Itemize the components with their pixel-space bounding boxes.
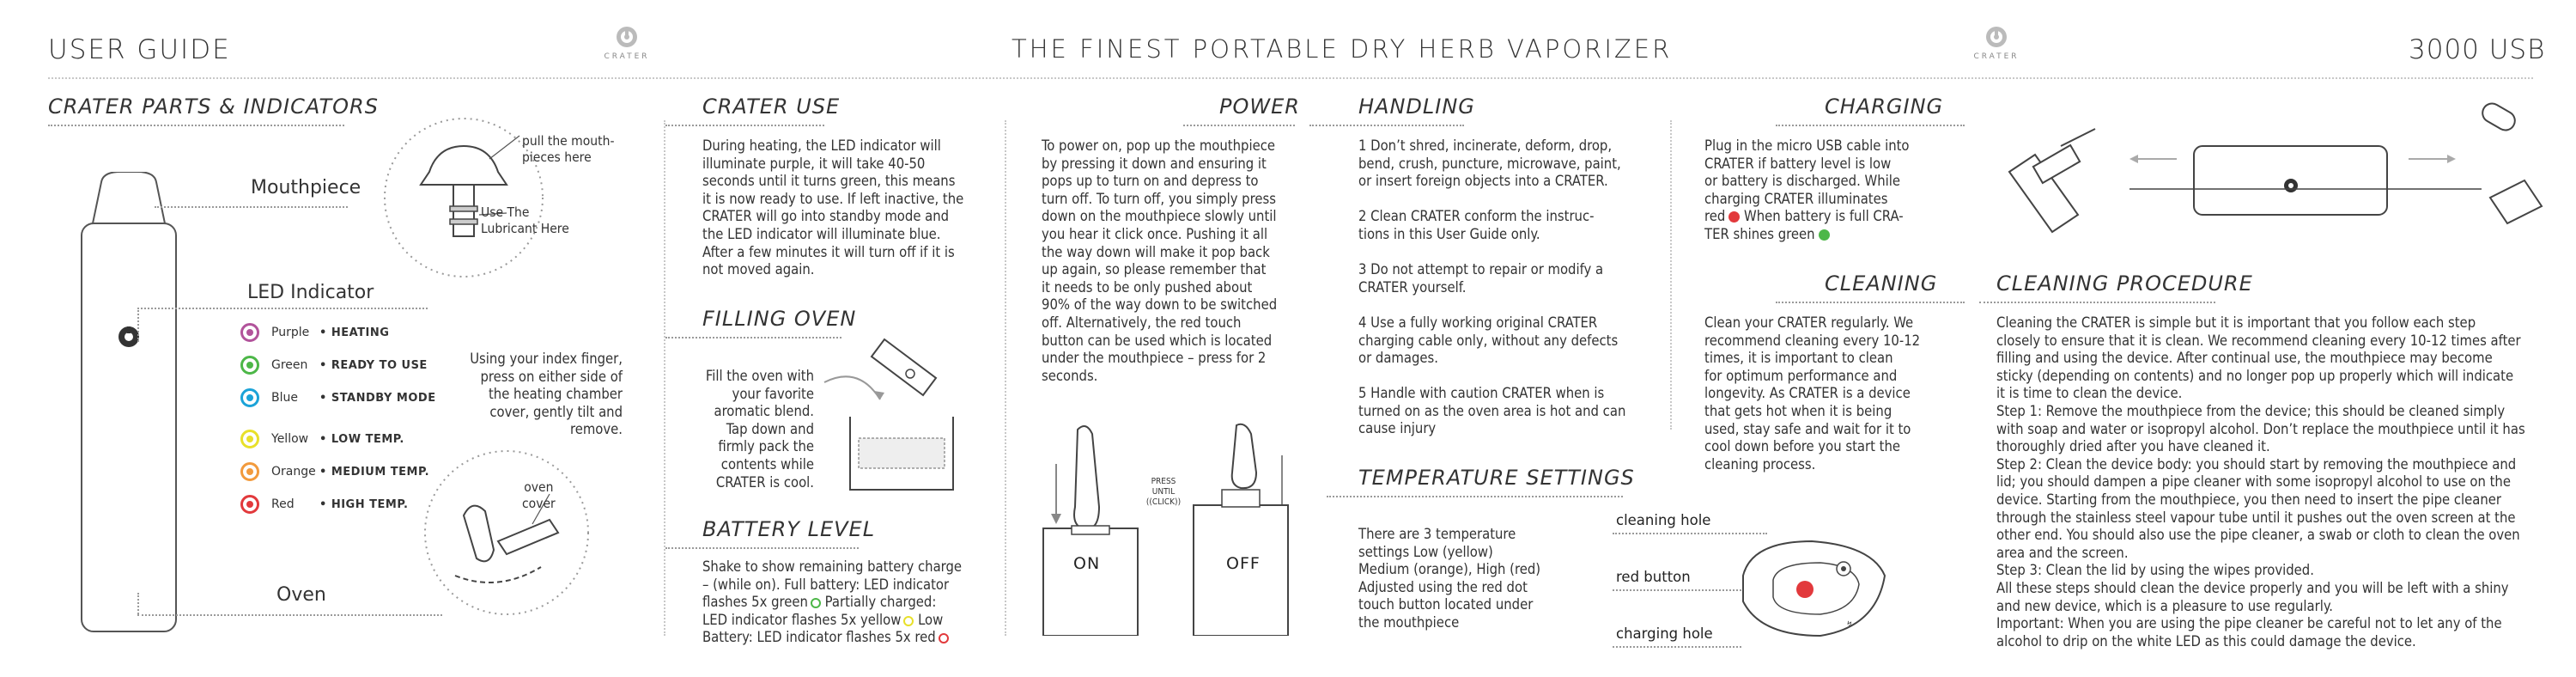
charging-title: CHARGING (1825, 95, 1944, 119)
power-text: To power on, pop up the mouthpiece by pressing it down and ensuring it pops up to turn on and depress to turn off. To turn off, you simply press down on the mouthpiece slowly until you hear it click once. Pushing it all the way down will make it pop back up again, so please remember that it needs to be only pushed about 90% of the way down to be switched off. Alternatively, the red touch button can be used which is located under the mouthpiece – press for 2 seconds. (1042, 137, 1278, 384)
led-color-name: Purple (271, 326, 310, 339)
cleaning-procedure-title: CLEANING PROCEDURE (1996, 271, 2253, 296)
oven-cover-illustration (404, 447, 610, 619)
led-status: • HIGH TEMP. (319, 497, 409, 511)
battery-level-title: BATTERY LEVEL (702, 517, 876, 541)
header-center-title: THE FINEST PORTABLE DRY HERB VAPORIZER (1012, 34, 1673, 64)
svg-text:↯: ↯ (1846, 620, 1854, 630)
parts-section-title: CRATER PARTS & INDICATORS (48, 95, 379, 119)
led-status: • LOW TEMP. (319, 432, 404, 446)
led-color-name: Orange (271, 465, 316, 479)
power-off-label: OFF (1226, 554, 1261, 573)
led-status: • MEDIUM TEMP. (319, 465, 430, 479)
oven-leader (137, 614, 442, 616)
oven-cover-label: oven cover (522, 479, 556, 511)
led-color-icon (240, 495, 259, 514)
header-left-title: USER GUIDE (48, 34, 231, 65)
battery-line-3a: flashes 5x green (702, 594, 808, 611)
led-color-icon (240, 323, 259, 342)
power-on-label: ON (1073, 554, 1101, 573)
charging-line-3: or battery is discharged. While (1704, 173, 1901, 190)
battery-level-text (702, 558, 962, 647)
pull-mouthpiece-note: pull the mouth- pieces here (522, 133, 615, 165)
lubricant-note: Use The Lubricant Here (481, 204, 569, 236)
crater-logo-icon (614, 24, 640, 50)
battery-line-4a: LED indicator flashes 5x yellow (702, 611, 902, 628)
led-row-1 (240, 352, 428, 378)
led-row-0 (240, 320, 389, 345)
cleaning-underline (1776, 302, 1965, 303)
led-color-name: Green (271, 358, 308, 372)
crater-use-text: During heating, the LED indicator will illuminate purple, it will take 40-50 seconds until it turns green, this means it is now ready to use. If left inactive, the CRATER will go into standby mode and the LED indicator will illuminate blue. After a few minutes it will turn off if it is not moved again. (702, 137, 964, 278)
handling-title: HANDLING (1358, 95, 1475, 119)
red-dot-icon (939, 633, 949, 643)
charging-line-6 (1704, 226, 1910, 244)
battery-line-5a: Battery: LED indicator flashes 5x red (702, 629, 936, 646)
crater-logo-left (592, 24, 661, 61)
yellow-dot-icon (903, 616, 914, 626)
charging-line-4: charging CRATER illuminates (1704, 190, 1888, 207)
led-color-icon (240, 430, 259, 448)
cleaning-hole-label: cleaning hole (1616, 512, 1711, 528)
cleaning-text: Clean your CRATER regularly. We recommend cleaning every 10-12 times, it is important to clean for optimum performance and longevity. As CRATER is a device that gets hot when it is being used, stay safe and wait for it to cool down before you start the cleaning process. (1704, 314, 1921, 473)
header-right-title: 3000 USB (2409, 34, 2546, 65)
red-dot-icon (1728, 211, 1740, 223)
charging-line-5 (1704, 208, 1910, 226)
power-off-illustration (1189, 421, 1301, 636)
cleaning-procedure-text: Cleaning the CRATER is simple but it is important that you follow each step closely to ensure that it is clean. We recommend cleaning every 10-12 times after filling and using the device. After continual use, the mouthpiece may become sticky (depending on contents) and no longer pop up properly which will indicate it is time to clean the device. Step 1: Remove the mouthpiece from the device; this should be cleaned simply with soap and water or isopropyl alcohol. Don’t replace the mouthpiece until it has thoroughly dried after you have cleaned it. Step 2: Clean the device body: you should start by removing the mouthpiece and lid; you should dampen a pipe cleaner with some isopropyl alcohol to use on the device. Starting from the mouthpiece, you then need to insert the pipe cleaner through the stainless steel vapour tube until it pushes out the oven screen at the other end. You should also use the pipe cleaner, a swab or cloth to clean the oven area and the screen. Step 3: Clean the lid by using the wipes provided. All these steps should clean the device properly and you will be left with a shiny and new device, which is a pleasure to use regularly. Important: When you are using the pipe cleaner be careful not to let any of the alcohol to drip on the white LED as this could damage the device. (1996, 314, 2525, 650)
column-divider-2 (1005, 120, 1006, 636)
device-top-illustration (1726, 524, 1898, 653)
column-divider-1 (664, 120, 665, 636)
mouthpiece-label: Mouthpiece (251, 177, 361, 198)
battery-line-1: Shake to show remaining battery charge (702, 558, 963, 575)
oven-label: Oven (276, 584, 326, 606)
cleaning-parts-illustration (2001, 95, 2550, 249)
oven-leader-vertical (137, 593, 139, 614)
led-leader-vertical (137, 308, 139, 342)
power-title: POWER (1219, 95, 1300, 119)
led-leader (137, 308, 428, 309)
battery-line-5 (702, 629, 962, 647)
handling-item-2: 2 Clean CRATER conform the instruc- tions in this User Guide only. (1358, 208, 1595, 242)
handling-item-3: 3 Do not attempt to repair or modify a CRATER yourself. (1358, 261, 1604, 296)
led-row-3 (240, 426, 404, 452)
handling-item-5: 5 Handle with caution CRATER when is turned on as the oven area is hot and can cause injury (1358, 385, 1626, 437)
led-row-2 (240, 385, 436, 411)
cleaning-procedure-underline (1979, 302, 2215, 303)
filling-oven-text: Fill the oven with your favorite aromatic blend. Tap down and firmly pack the contents while CRATER is cool. (705, 368, 814, 491)
led-row-5 (240, 491, 408, 517)
charging-line-2: CRATER if battery level is low (1704, 155, 1892, 172)
mouthpiece-leader (155, 206, 348, 208)
temperature-text: There are 3 temperature settings Low (yellow) Medium (orange), High (red) Adjusted using the red dot touch button located under the mouthpiece (1358, 526, 1541, 631)
battery-line-3b: Partially charged: (820, 594, 937, 611)
charging-hole-label: charging hole (1616, 625, 1713, 642)
charging-line-5b: When battery is full CRA- (1740, 208, 1904, 225)
crater-use-title: CRATER USE (702, 95, 841, 119)
temperature-settings-title: TEMPERATURE SETTINGS (1358, 466, 1635, 490)
led-color-name: Blue (271, 391, 298, 405)
crater-logo-right (1962, 24, 2031, 61)
cleaning-title: CLEANING (1825, 271, 1938, 296)
filling-oven-illustration (816, 331, 970, 494)
led-color-icon (240, 356, 259, 375)
handling-item-4: 4 Use a fully working original CRATER charging cable only, without any defects or damages. (1358, 314, 1619, 367)
led-status: • STANDBY MODE (319, 391, 436, 405)
column-divider-3 (1670, 120, 1672, 430)
temperature-underline (1327, 496, 1623, 497)
led-row-4 (240, 459, 429, 485)
led-color-icon (240, 388, 259, 407)
handling-item-1: 1 Don’t shred, incinerate, deform, drop, bend, crush, puncture, microwave, paint, or insert foreign objects into a CRATER. (1358, 137, 1621, 190)
charging-text (1704, 137, 1910, 244)
charging-line-1: Plug in the micro USB cable into (1704, 137, 1910, 154)
green-dot-icon (1819, 229, 1830, 241)
crater-use-underline (665, 125, 824, 126)
crater-device-illustration (69, 172, 189, 636)
green-dot-icon (811, 598, 821, 608)
led-indicator-label: LED Indicator (247, 282, 374, 303)
led-color-name: Yellow (271, 432, 309, 446)
battery-line-4b: Low (914, 611, 944, 628)
led-color-name: Red (271, 497, 295, 511)
power-underline (1183, 125, 1295, 126)
handling-underline (1309, 125, 1464, 126)
crater-logo-text: CRATER (1973, 52, 2020, 61)
index-finger-instructions: Using your index finger, press on either side of the heating chamber cover, gently tilt and remove. (470, 351, 623, 438)
charging-hole-leader (1613, 646, 1741, 648)
red-button-label: red button (1616, 569, 1691, 585)
filling-oven-title: FILLING OVEN (702, 307, 857, 331)
battery-line-4 (702, 612, 962, 630)
charging-underline (1776, 125, 1965, 126)
led-status: • READY TO USE (319, 358, 428, 372)
battery-level-underline (665, 547, 859, 549)
parts-title-underline (48, 125, 344, 126)
battery-line-2: – (while on). Full battery: LED indicator (702, 576, 950, 593)
led-color-icon (240, 462, 259, 481)
led-status: • HEATING (319, 326, 390, 339)
charging-line-5a: red (1704, 208, 1726, 225)
press-until-click-label: PRESS UNTIL ((CLICK)) (1145, 477, 1182, 507)
power-on-illustration (1039, 421, 1151, 636)
crater-logo-text: CRATER (604, 52, 650, 61)
header-divider (48, 77, 2533, 79)
battery-line-3 (702, 594, 962, 612)
charging-line-6a: TER shines green (1704, 225, 1815, 242)
crater-logo-icon (1984, 24, 2009, 50)
